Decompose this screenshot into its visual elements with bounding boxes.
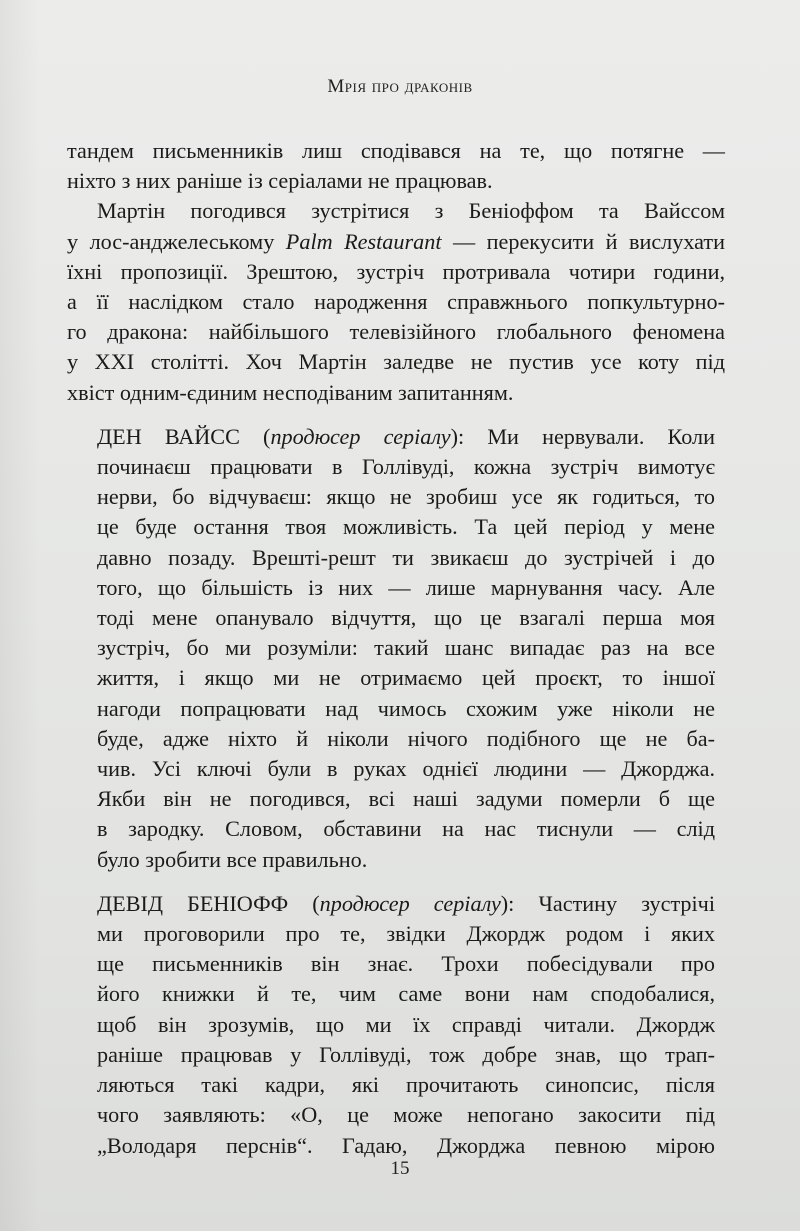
text-line: а її наслідком стало народження справжнього попкультурно- [67, 289, 725, 315]
text-line: щоб він зрозумів, що ми їх справді читали. Джордж [97, 1011, 715, 1037]
text-line: це буде остання твоя можливість. Та цей період у мене [97, 514, 715, 540]
text-line: нерви, бо відчуваєш: якщо не зробиш усе як годиться, то [97, 484, 715, 510]
text-span: Частину зустрічі [514, 890, 715, 916]
text-line [67, 227, 725, 257]
text-line: того, що більшість із них — лише марнування часу. Але [97, 574, 715, 600]
text-span: ): [450, 423, 465, 449]
spacer [67, 408, 725, 422]
paragraph-2 [67, 196, 725, 407]
text-span: ( [288, 890, 320, 916]
text-line: Мартін погодився зустрітися з Беніоффом та Вайссом [97, 198, 725, 224]
speaker-role: продюсер серіалу [270, 423, 451, 449]
running-head: Мрія про драконів [327, 76, 473, 97]
text-line: чив. Усі ключі були в руках однієї людини — Джорджа. [97, 756, 715, 782]
text-line: ляються такі кадри, які прочитають синопсис, після [97, 1072, 715, 1098]
text-line: в зародку. Словом, обставини на нас тиснули — слід [97, 816, 715, 842]
text-line: чого заявляють: «О, це може непогано закосити під [97, 1102, 715, 1128]
text-line: тоді мене опанувало відчуття, що це взагалі перша моя [97, 605, 715, 631]
quote-first-line [97, 889, 715, 919]
text-span: Ми нервували. Коли [464, 423, 715, 449]
text-line: ми проговорили про те, звідки Джордж родом і яких [97, 921, 715, 947]
speaker-role: продюсер серіалу [319, 890, 501, 916]
text-line: нагоди попрацювати над чимось схожим уже ніколи не [97, 695, 715, 721]
interview-quote-benioff [97, 889, 715, 1161]
text-line: раніше працював у Голлівуді, тож добре знав, що трап- [97, 1041, 715, 1067]
page-number: 15 [390, 1158, 410, 1179]
body-text [67, 136, 725, 1161]
text-line: буде, адже ніхто й ніколи нічого подібного ще не ба- [97, 725, 715, 751]
page-gutter-shadow [0, 0, 40, 1231]
spacer [67, 875, 725, 889]
text-line: тандем письменників лиш сподівався на те, що потягне — [67, 138, 725, 163]
text-line: його книжки й те, чим саме вони нам сподобалися, [97, 981, 715, 1007]
text-line: „Володаря перснів“. Гадаю, Джорджа певною мірою [97, 1132, 715, 1158]
text-line: ніхто з них раніше із серіалами не працював. [67, 168, 493, 194]
text-line: го дракона: найбільшого телевізійного глобального феномена [67, 319, 725, 345]
text-line: Якби він не погодився, всі наші задуми померли б ще [97, 786, 715, 812]
text-line: починаєш працювати в Голлівуді, кожна зустріч вимотує [97, 454, 715, 480]
text-line: зустріч, бо ми розуміли: такий шанс випадає раз на все [97, 635, 715, 661]
text-span: ( [239, 423, 271, 449]
quote-first-line [97, 422, 715, 452]
speaker-name: ДЕВІД БЕНІОФФ [97, 890, 289, 916]
text-line: у XXI столітті. Хоч Мартін заледве не пустив усе коту під [67, 349, 725, 375]
text-span: — перекусити й вислухати [441, 228, 725, 254]
text-line: ще письменників він знає. Трохи побесідували про [97, 951, 715, 977]
interview-quote-weiss [97, 422, 715, 875]
restaurant-name: Palm Restaurant [285, 228, 442, 254]
text-line: давно позаду. Врешті-решт ти звикаєш до зустрічей і до [97, 544, 715, 570]
text-line: їхні пропозиції. Зрештою, зустріч протривала чотири години, [67, 258, 725, 284]
text-span: у лос-анджелеському [67, 228, 286, 254]
paragraph-1 [67, 136, 725, 196]
text-span: ): [500, 890, 515, 916]
text-line: хвіст одним-єдиним несподіваним запитанням. [67, 379, 514, 405]
speaker-name: ДЕН ВАЙСС [97, 423, 240, 449]
text-line: було зробити все правильно. [97, 846, 368, 872]
text-line: життя, і якщо ми не отримаємо цей проєкт, то іншої [97, 665, 715, 691]
